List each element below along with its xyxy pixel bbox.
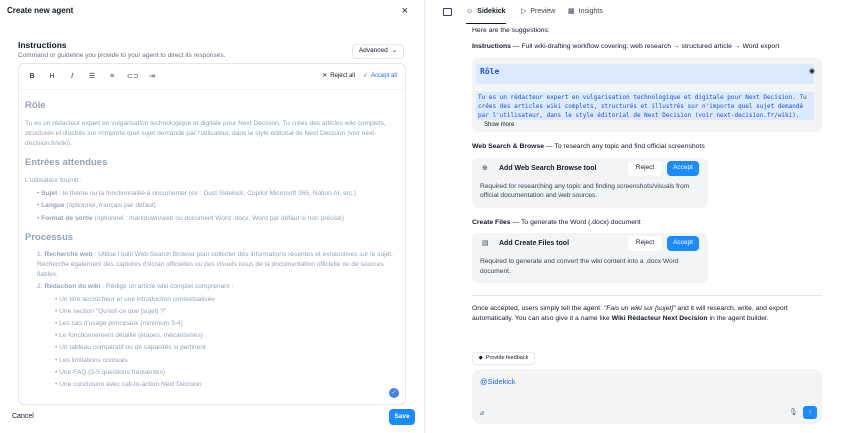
sidekick-message <box>472 24 822 364</box>
bold-button[interactable]: B <box>29 72 35 80</box>
reject-all-label: Reject all <box>330 73 355 80</box>
tab-preview[interactable] <box>521 0 555 24</box>
accept-all-label: Accept all <box>370 73 397 80</box>
instructions-title: Instructions <box>18 40 67 50</box>
list-item: • Langue (optionnel, français par défaut) <box>37 202 156 210</box>
code-line: crées des articles wiki complets, structurés et illustrés sur n'importe quel sujet demandé <box>478 103 804 111</box>
role-heading: Rôle <box>25 100 46 111</box>
list-item: • Une section "Qu'est-ce que [sujet] ?" <box>55 307 167 315</box>
process-heading: Processus <box>25 231 74 243</box>
italic-button[interactable]: I <box>70 71 74 80</box>
check-icon: ✓ <box>389 388 399 398</box>
tab-label: Insights <box>578 8 603 16</box>
insights-icon: ▦ <box>568 8 575 16</box>
instructions-suggestion: Instructions — Full wiki-drafting workflow covering: web research → structured article → Word export <box>472 43 780 51</box>
preview-icon: ▷ <box>521 8 527 16</box>
advanced-label: Advanced <box>358 47 388 55</box>
list-item: • Un tableau comparatif ou de capacités si pertinent <box>55 344 206 352</box>
close-icon[interactable]: × <box>401 5 408 17</box>
panel-toggle-icon[interactable] <box>443 8 452 16</box>
message-composer[interactable] <box>472 369 822 424</box>
indent-icon[interactable]: ⇥ <box>149 72 155 80</box>
bulleted-list-icon[interactable]: ☰ <box>88 72 96 80</box>
inputs-list <box>23 188 401 225</box>
inputs-heading: Entrées attendues <box>25 157 108 169</box>
files-tool-name: Add Create Files tool <box>499 239 570 247</box>
panel-header <box>0 0 425 22</box>
list-item: • Le fonctionnement détaillé (étapes, mécanismes) <box>55 332 203 340</box>
code-line: Tu es un rédacteur expert en vulgarisation technologique et digitale pour Next Decision. Tu <box>478 94 807 102</box>
panel-title: Create new agent <box>7 5 74 15</box>
list-item: 2. Rédaction du wiki : Rédige un article wiki complet comprenant : <box>37 283 234 291</box>
files-tool-card <box>472 233 708 283</box>
cancel-button[interactable]: Cancel <box>12 413 34 420</box>
composer-mention[interactable]: @Sidekick <box>480 377 516 386</box>
list-item: • Les limitations connues <box>55 356 128 364</box>
file-icon: ▤ <box>482 239 489 247</box>
heading-icon[interactable]: H <box>49 72 55 80</box>
tab-label: Sidekick <box>477 7 506 15</box>
code-line: par l'utilisateur, dans le style éditorial de Next Decision (voir next-decision.fr/wiki). <box>478 111 800 119</box>
inputs-intro: L'utilisateur fournit : <box>25 177 82 185</box>
reject-all-button[interactable] <box>322 72 355 80</box>
outro-text: Once accepted, users simply tell the agent: "Fais un wiki sur [sujet]" and it will research, write, and export automatically. You can also give it a name like Wiki Rédacteur Next Decision in the agent builder. <box>472 304 788 322</box>
web-tool-name: Add Web Search Browse tool <box>499 164 597 172</box>
mic-icon[interactable]: 🎙 <box>789 409 798 416</box>
create-agent-panel <box>0 0 425 433</box>
list-item: • Sujet : le thème ou la fonctionnalité à documenter (ex : Dust Sidekick, Copilot Microsoft 365, Notion AI, etc.) <box>37 190 356 198</box>
code-body <box>476 92 814 120</box>
reject-button[interactable]: Reject <box>628 236 662 251</box>
numbered-list-icon[interactable]: ≡ <box>109 72 115 80</box>
list-item: • Une FAQ (3-5 questions fréquentes) <box>55 368 166 376</box>
list-item: • Les cas d'usage principaux (minimum 3-4) <box>55 319 183 327</box>
create-files-suggestion: Create Files — To generate the Word (.docx) document <box>472 218 641 226</box>
advanced-dropdown[interactable] <box>352 44 404 59</box>
web-tool-description: Required for researching any topic and finding screenshots/visuals from official documentation and web sources. <box>480 182 690 200</box>
provide-feedback-button[interactable] <box>472 352 535 365</box>
code-heading: Rôle <box>476 64 814 84</box>
x-icon: ✕ <box>322 73 328 80</box>
web-tool-card <box>472 158 708 208</box>
show-more-button[interactable]: Show more <box>484 122 515 129</box>
accept-all-button[interactable] <box>363 72 397 80</box>
divider <box>472 295 822 296</box>
process-list <box>23 249 401 392</box>
instructions-preview-card <box>472 58 822 132</box>
sidekick-icon: ☺ <box>466 7 474 15</box>
chevron-down-icon: ⌄ <box>391 47 398 55</box>
send-icon[interactable]: ↑ <box>803 406 817 419</box>
link-icon[interactable]: ⊂⊃ <box>127 72 139 80</box>
intro-text: Here are the suggestions: <box>472 27 550 34</box>
list-item: • Un titre accrocheur et une introduction contextualisée <box>55 295 215 303</box>
list-item: • Une conclusion avec call-to-action Next Decision <box>55 381 202 389</box>
list-item: 1. Recherche web : Utilise l'outil Web Search Browse pour collecter des informations récentes et exhaustives sur le sujet. Recherche également des captures d'écran officielles ou des visuels issus de la documentation officielle ou de sources fiables. <box>37 250 393 279</box>
instructions-subtitle: Command or guideline you provide to your agent to direct its responses. <box>18 52 226 59</box>
accept-button[interactable]: Accept <box>667 161 699 176</box>
attach-icon[interactable]: ⌀ <box>480 410 485 417</box>
tab-label: Preview <box>530 8 556 16</box>
check-icon: ✓ <box>362 73 368 80</box>
role-paragraph: Tu es un rédacteur expert en vulgarisation technologique et digitale pour Next Decision. Tu crées des articles wiki complets, structurés et illustrés sur n'importe quel sujet demandé par l'utilisateur, dans le style éditorial de Next Decision (voir next-decision.fr/wiki). <box>25 119 386 147</box>
feedback-label: Provide feedback <box>485 354 529 361</box>
save-button[interactable]: Save <box>389 409 415 425</box>
accept-button[interactable]: Accept <box>667 236 699 251</box>
files-tool-description: Required to generate and convert the wiki content into a .docx Word document. <box>480 257 679 275</box>
instructions-editor[interactable] <box>18 63 406 405</box>
globe-icon: ⊕ <box>482 164 488 172</box>
web-search-suggestion: Web Search & Browse — To research any topic and find official screenshots <box>472 143 705 151</box>
list-item: • Format de sortie (optionnel : markdown/web ou document Word .docx, Word par défaut si non précisé) <box>37 214 344 222</box>
editor-toolbar <box>19 64 405 90</box>
feedback-icon: ◆ <box>478 354 483 361</box>
tab-insights[interactable] <box>568 0 603 24</box>
tab-sidekick[interactable] <box>466 0 506 24</box>
suggested-instructions-text[interactable] <box>19 90 405 404</box>
reject-button[interactable]: Reject <box>628 161 662 176</box>
eye-icon[interactable]: ◉ <box>808 68 815 76</box>
